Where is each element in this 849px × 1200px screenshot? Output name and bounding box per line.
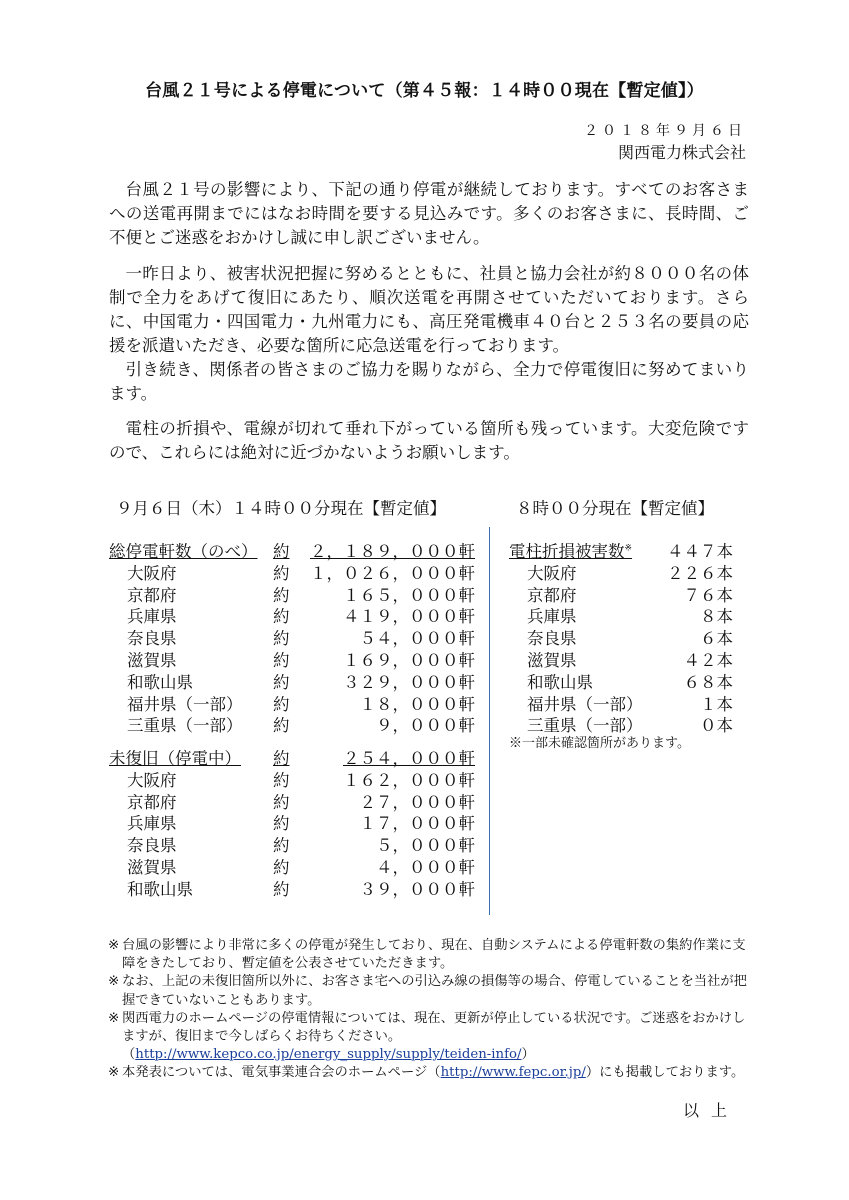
footnote-2 [108,973,748,1009]
approx-mark: 約 [273,814,290,834]
table-row [109,712,475,734]
prefecture-label: 奈良県 [127,629,177,649]
fepc-link[interactable]: http://www.fepc.or.jp/ [440,1065,586,1081]
approx-mark: 約 [273,563,290,583]
footnote-mark: ※ [624,543,633,554]
pole-value: ４２本 [683,650,733,670]
footnote-3 [108,1010,748,1046]
footnote-mark: ※ [108,1010,120,1026]
outage-value: ３９，０００軒 [359,879,475,899]
approx-mark: 約 [273,749,290,768]
prefecture-label: 滋賀県 [527,650,577,670]
approx-mark: 約 [273,694,290,714]
pole-damage-table [509,538,733,734]
table-row [509,669,733,691]
outage-value: １６５，０００軒 [343,585,475,605]
pole-note: ※一部未確認箇所があります。 [509,736,690,751]
company-name: 関西電力株式会社 [617,143,746,162]
prefecture-label: 和歌山県 [127,672,193,692]
table-row [109,789,475,811]
table-row [109,854,475,876]
unrestored-label: 未復旧（停電中） [109,749,241,768]
outage-value: ４１９，０００軒 [343,607,475,627]
approx-mark: 約 [273,607,290,627]
outage-value: １８，０００軒 [359,694,475,714]
table-row [509,712,733,734]
unrestored-total-row [109,745,475,767]
pole-value: ７６本 [683,585,733,605]
pole-total-value: ４４７本 [667,542,733,561]
pole-value: ２２６本 [667,563,733,583]
total-outage-value: ２，１８９，０００軒 [310,542,475,561]
outage-section-heading: ９月６日（木）１４時００分現在【暫定値】 [116,499,446,518]
prefecture-label: 三重県（一部） [527,716,643,736]
pole-value: ６本 [700,629,733,649]
footnote-mark: ※ [108,938,120,953]
prefecture-label: 京都府 [127,585,177,605]
approx-mark: 約 [273,716,290,736]
total-outage-label: 総停電軒数（のべ） [109,542,258,561]
prefecture-label: 和歌山県 [527,672,593,692]
prefecture-label: 滋賀県 [127,857,177,877]
prefecture-label: 兵庫県 [127,607,177,627]
approx-mark: 約 [273,585,290,605]
prefecture-label: 奈良県 [127,836,177,856]
table-row [109,647,475,669]
table-row [109,560,475,582]
footnotes [108,937,748,1083]
pole-value: ６８本 [683,672,733,692]
prefecture-label: 兵庫県 [127,814,177,834]
approx-mark: 約 [273,629,290,649]
paragraph-2: 一昨日より、被害状況把握に努めるとともに、社員と協力会社が約８０００名の体制で全力をあげて復旧にあたり、順次送電を再開させていただいております。さらに、中国電力・四国電力・九州電力にも、高圧発電機車４０台と２５３名の要員の応援を派遣いただき、必要な箇所に応急送電を行っております。 [109,264,749,355]
outage-value: ３２９，０００軒 [343,672,475,692]
paragraph-3: 引き続き、関係者の皆さまのご協力を賜りながら、全力で停電復旧に努めてまいります。 [109,360,749,403]
table-row [109,810,475,832]
pole-total-label: 電柱折損被害数※ [509,542,633,561]
table-row [109,767,475,789]
approx-mark: 約 [273,792,290,812]
table-row [509,647,733,669]
table-row [509,560,733,582]
table-row [109,691,475,713]
table-row [509,603,733,625]
prefecture-label: 大阪府 [127,770,177,790]
paragraph-4: 電柱の折損や、電線が切れて垂れ下がっている箇所も残っています。大変危険ですので、これらには絶対に近づかないようお願いします。 [109,419,749,462]
table-row [109,582,475,604]
pole-value: １本 [700,694,733,714]
outage-value: １６９，０００軒 [343,650,475,670]
prefecture-label: 奈良県 [527,629,577,649]
pole-value: ０本 [700,716,733,736]
prefecture-label: 大阪府 [527,563,577,583]
table-row [109,625,475,647]
footnote-1 [108,937,748,973]
table-row [109,603,475,625]
table-row [109,669,475,691]
outage-value: ５，０００軒 [376,836,475,856]
outage-value: ５４，０００軒 [359,629,475,649]
approx-mark: 約 [273,879,290,899]
unrestored-value: ２５４，０００軒 [343,749,475,768]
table-row [509,691,733,713]
approx-mark: 約 [273,836,290,856]
column-divider [489,527,490,915]
total-outage-row [109,538,475,560]
approx-mark: 約 [273,672,290,692]
footnote-4: ※ 本発表については、電気事業連合会のホームページ（http://www.fepc.or.jp/）にも掲載しております。 [108,1064,748,1082]
outage-value: ９，０００軒 [376,716,475,736]
prefecture-label: 京都府 [527,585,577,605]
document-title: 台風２１号による停電について（第４５報：１４時００現在【暫定値】） [145,81,704,101]
outage-value: １６２，０００軒 [343,770,475,790]
paragraph-1: 台風２１号の影響により、下記の通り停電が継続しております。すべてのお客さまへの送電再開までにはなお時間を要する見込みです。多くのお客さまに、長時間、ご不便とご迷惑をおかけし誠に申し訳ございません。 [109,180,749,247]
approx-mark: 約 [273,650,290,670]
footnote-mark: ※ [108,974,120,990]
issue-date: ２０１８年９月６日 [584,123,746,139]
prefecture-label: 京都府 [127,792,177,812]
approx-mark: 約 [273,857,290,877]
pole-total-row [509,538,733,560]
outage-value: １，０２６，０００軒 [310,563,475,583]
table-row [509,582,733,604]
unrestored-table [109,745,475,898]
prefecture-label: 福井県（一部） [527,694,643,714]
outage-value: ４，０００軒 [376,857,475,877]
approx-mark: 約 [273,542,290,561]
prefecture-label: 福井県（一部） [127,694,243,714]
total-outage-table [109,538,475,734]
prefecture-label: 兵庫県 [527,607,577,627]
table-row [109,832,475,854]
table-row [509,625,733,647]
kepco-url-line: （http://www.kepco.co.jp/energy_supply/supply/teiden-info/） [122,1047,535,1063]
footnote-mark: ※ [108,1065,120,1081]
approx-mark: 約 [273,770,290,790]
prefecture-label: 滋賀県 [127,650,177,670]
footnote-text: 関西電力のホームページの停電情報については、現在、更新が停止している状況です。ご迷惑をおかけしますが、復旧まで今しばらくお待ちください。 [122,1010,746,1045]
outage-value: １７，０００軒 [359,814,475,834]
closing-mark: 以上 [682,1101,739,1120]
pole-section-heading: ８時００分現在【暫定値】 [516,499,714,518]
prefecture-label: 和歌山県 [127,879,193,899]
outage-value: ２７，０００軒 [359,792,475,812]
footnote-text: なお、上記の未復旧箇所以外に、お客さま宅への引込み線の損傷等の場合、停電していることを当社が把握できていないこともあります。 [122,974,747,1008]
pole-value: ８本 [700,607,733,627]
prefecture-label: 大阪府 [127,563,177,583]
footnote-text: 台風の影響により非常に多くの停電が発生しており、現在、自動システムによる停電軒数の集約作業に支障をきたしており、暫定値を公表させていただきます。 [122,938,746,972]
table-row [109,876,475,898]
prefecture-label: 三重県（一部） [127,716,243,736]
kepco-link[interactable]: http://www.kepco.co.jp/energy_supply/supply/teiden-info/ [135,1047,522,1063]
